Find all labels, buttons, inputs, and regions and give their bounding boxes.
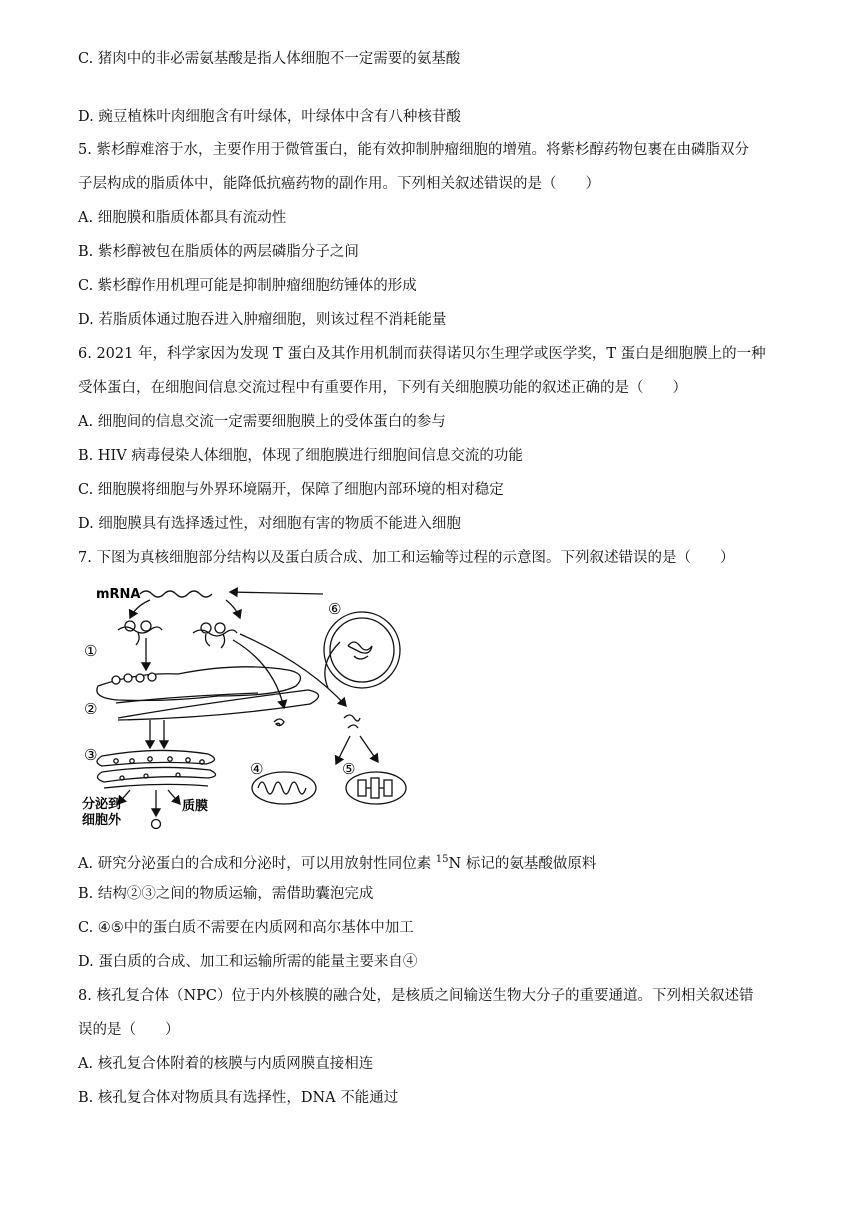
q5-option-c: C. 紫杉醇作用机理可能是抑制肿瘤细胞纺锤体的形成 — [78, 278, 417, 294]
label-3: ③ — [84, 746, 98, 764]
q8-option-a: A. 核孔复合体附着的核膜与内质网膜直接相连 — [78, 1056, 374, 1072]
mrna-strand — [140, 591, 212, 597]
nucleus-export-arrow — [230, 592, 323, 594]
q7-option-d: D. 蛋白质的合成、加工和运输所需的能量主要来自④ — [78, 954, 418, 970]
q7-stem: 7. 下图为真核细胞部分结构以及蛋白质合成、加工和运输等过程的示意图。下列叙述错误的是（ ） — [78, 550, 735, 566]
q5-option-d: D. 若脂质体通过胞吞进入肿瘤细胞，则该过程不消耗能量 — [78, 312, 447, 328]
cell-structure-diagram — [78, 578, 418, 838]
bound-ribosome-group — [118, 621, 162, 645]
q7-option-a: A. 研究分泌蛋白的合成和分泌时，可以用放射性同位素 $^{15}$N 标记的氨基酸做原料 — [78, 854, 597, 872]
label-1: ① — [84, 642, 98, 660]
q5-stem-line2: 子层构成的脂质体中，能降低抗癌药物的副作用。下列相关叙述错误的是（ ） — [78, 176, 600, 192]
q5-option-b: B. 紫杉醇被包在脂质体的两层磷脂分子之间 — [78, 244, 359, 260]
golgi-apparatus — [97, 750, 216, 788]
q6-option-c: C. 细胞膜将细胞与外界环境隔开，保障了细胞内部环境的相对稳定 — [78, 482, 504, 498]
q7-option-c: C. ④⑤中的蛋白质不需要在内质网和高尔基体中加工 — [78, 920, 414, 936]
free-ribosome-group — [193, 623, 237, 648]
q8-option-b: B. 核孔复合体对物质具有选择性，DNA 不能通过 — [78, 1090, 399, 1106]
label-2: ② — [84, 700, 98, 718]
label-4: ④ — [250, 760, 264, 778]
q7-option-b: B. 结构②③之间的物质运输，需借助囊泡完成 — [78, 886, 374, 902]
q8-stem-line2: 误的是（ ） — [78, 1022, 180, 1038]
q4-option-c: C. 猪肉中的非必需氨基酸是指人体细胞不一定需要的氨基酸 — [78, 51, 461, 67]
q6-stem-line1: 6. 2021 年，科学家因为发现 T 蛋白及其作用机制而获得诺贝尔生理学或医学奖，T 蛋白是细胞膜上的一种 — [78, 346, 766, 362]
q6-option-b: B. HIV 病毒侵染人体细胞，体现了细胞膜进行细胞间信息交流的功能 — [78, 448, 523, 464]
nucleus — [324, 612, 400, 688]
q5-stem-line1: 5. 紫杉醇难溶于水，主要作用于微管蛋白，能有效抑制肿瘤细胞的增殖。将紫杉醇药物包裹在由磷脂双分 — [78, 142, 749, 158]
secrete-label-line2: 细胞外 — [82, 813, 122, 828]
q6-option-d: D. 细胞膜具有选择透过性，对细胞有害的物质不能进入细胞 — [78, 516, 461, 532]
label-6: ⑥ — [328, 600, 342, 618]
isotope-superscript: 15 — [435, 854, 449, 865]
q5-option-a: A. 细胞膜和脂质体都具有流动性 — [78, 210, 287, 226]
secrete-label-line1: 分泌到 — [82, 797, 122, 812]
label-5: ⑤ — [342, 760, 356, 778]
q6-option-a: A. 细胞间的信息交流一定需要细胞膜上的受体蛋白的参与 — [78, 414, 446, 430]
vesicle — [152, 820, 161, 829]
q8-stem-line1: 8. 核孔复合体（NPC）位于内外核膜的融合处，是核质之间输送生物大分子的重要通道。下列相关叙述错 — [78, 988, 754, 1004]
plasma-membrane-label: 质膜 — [182, 799, 209, 814]
q4-option-d: D. 豌豆植株叶肉细胞含有叶绿体，叶绿体中含有八种核苷酸 — [78, 109, 461, 125]
q6-stem-line2: 受体蛋白，在细胞间信息交流过程中有重要作用，下列有关细胞膜功能的叙述正确的是（ ） — [78, 380, 687, 396]
mrna-label: mRNA — [96, 587, 141, 602]
